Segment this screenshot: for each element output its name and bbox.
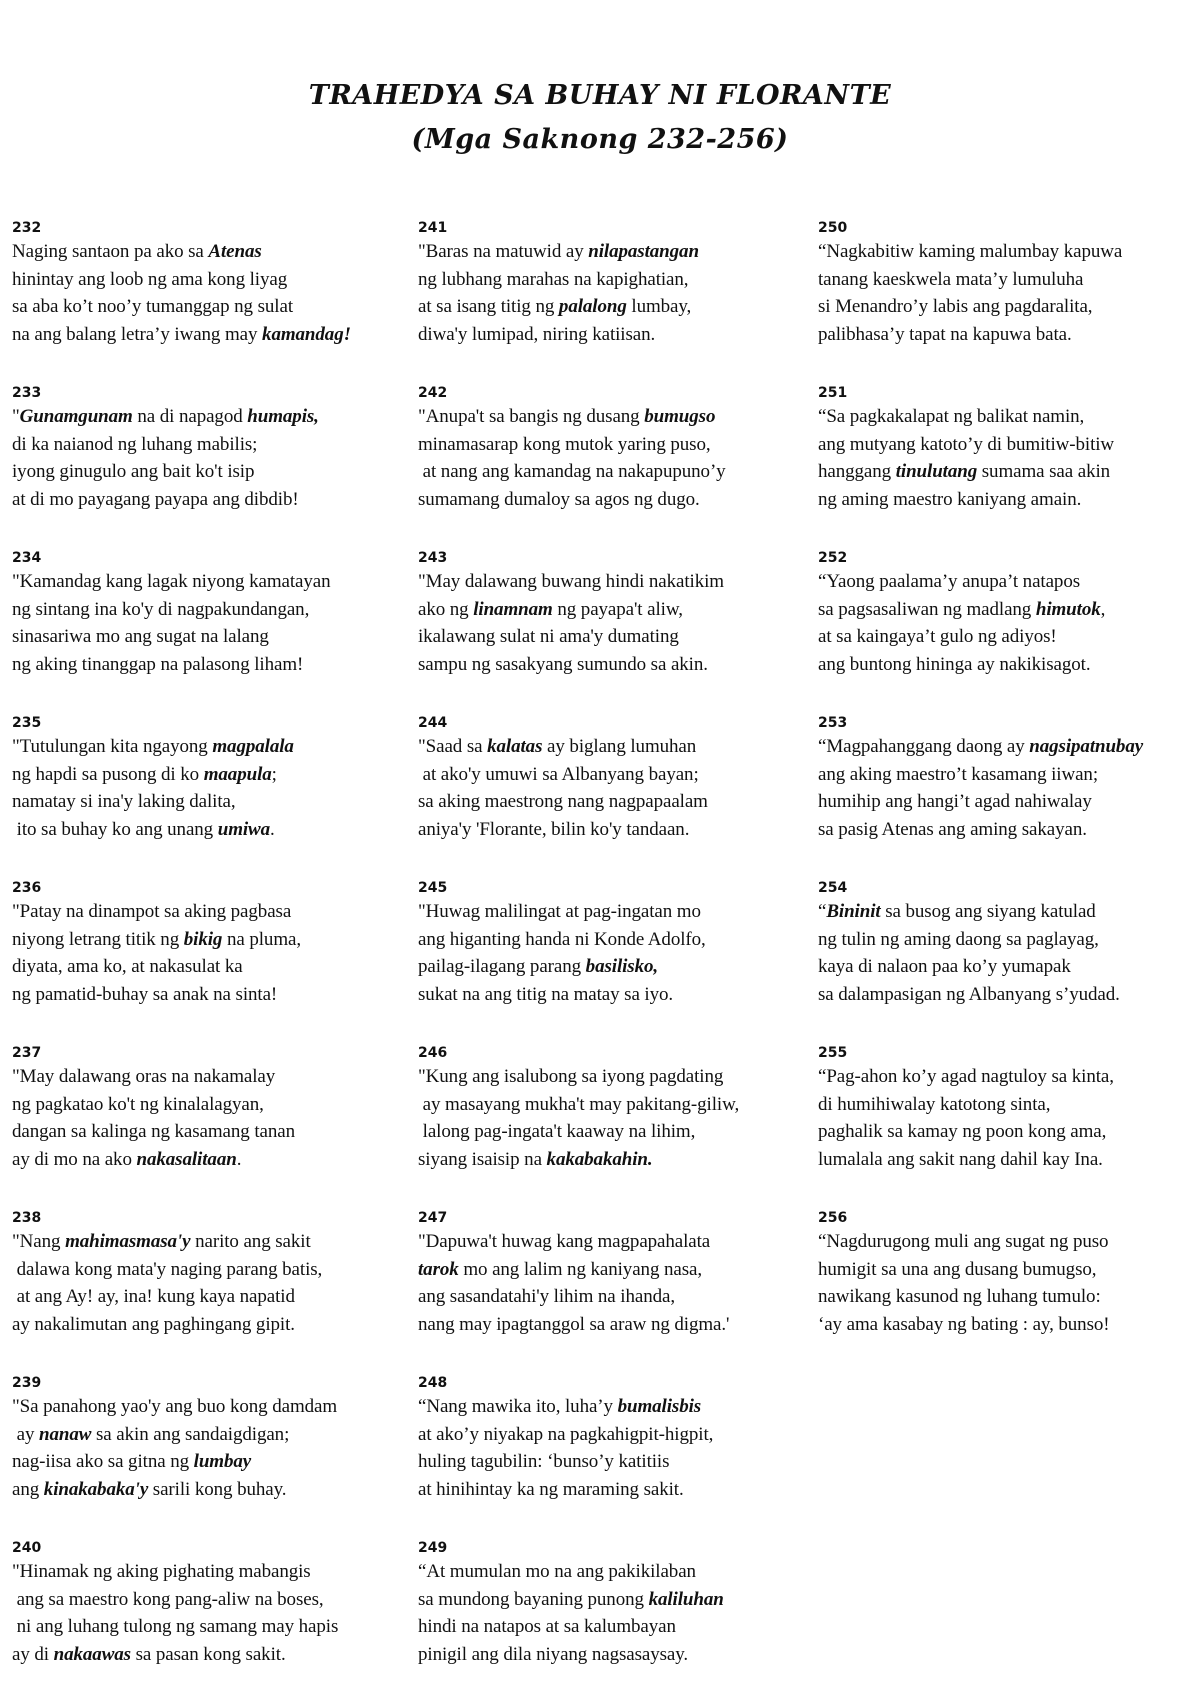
verse-line (12, 1558, 407, 1586)
verse-text: “Magpahanggang daong ay (818, 736, 1030, 757)
verse-line (818, 266, 1198, 294)
verse-line (418, 1311, 813, 1339)
emphasized-word: mahimasmasa'y (65, 1231, 191, 1252)
verse-text: “Nagdurugong muli ang sugat ng puso (818, 1231, 1109, 1252)
verse-line (418, 1393, 813, 1421)
verse-text: nawikang kasunod ng luhang tumulo: (818, 1286, 1101, 1307)
emphasized-word: lumbay (193, 1451, 252, 1472)
verse-line (818, 981, 1198, 1009)
stanza (818, 713, 1198, 878)
verse-line (12, 623, 407, 651)
verse-line (418, 568, 813, 596)
stanza (418, 383, 813, 548)
verse-text: lumbay, (626, 296, 692, 317)
verse-text: at nang ang kamandag na nakapupuno’y (418, 461, 726, 482)
emphasized-word: bikig (183, 928, 223, 950)
verse-line (818, 1283, 1198, 1311)
verse-line (418, 953, 813, 981)
stanza-number: 241 (418, 220, 448, 236)
verse-text: ng sintang ina ko'y di nagpakundangan, (12, 598, 310, 620)
verse-text: sinasariwa mo ang sugat na lalang (12, 626, 269, 647)
verse-line (12, 761, 407, 789)
stanza-number: 240 (12, 1540, 42, 1556)
verse-line (12, 486, 407, 514)
verse-line (818, 431, 1198, 459)
verse-line (818, 458, 1198, 486)
emphasized-word: bumugso (644, 406, 716, 427)
verse-text: nag-iisa ako sa gitna ng (12, 1451, 194, 1472)
verse-line (818, 1063, 1198, 1091)
verse-text: " (12, 406, 20, 427)
verse-line (418, 1586, 813, 1614)
stanza-number: 252 (818, 550, 848, 566)
verse-line (12, 1421, 407, 1449)
verse-line (12, 1476, 407, 1504)
stanza (818, 548, 1198, 713)
verse-line (418, 238, 813, 266)
verse-text: "May dalawang buwang hindi nakatikim (418, 571, 724, 592)
verse-text: “Sa pagkakalapat ng balikat namin, (818, 406, 1085, 427)
verse-text: dangan sa kalinga ng kasamang tanan (12, 1121, 295, 1142)
verse-text: ang aking maestro’t kasamang iiwan; (818, 763, 1099, 785)
verse-line (418, 898, 813, 926)
emphasized-word: magpalala (212, 736, 294, 757)
verse-line (818, 403, 1198, 431)
emphasized-word: Atenas (208, 241, 262, 262)
verse-text: sampu ng sasakyang sumundo sa akin. (418, 653, 708, 675)
emphasized-word: nagsipatnubay (1029, 736, 1144, 757)
verse-text: "Dapuwa't huwag kang magpapahalata (418, 1231, 711, 1252)
verse-text: ng aming maestro kaniyang amain. (818, 488, 1082, 510)
verse-text: “At mumulan mo na ang pakikilaban (418, 1561, 696, 1582)
stanza-number: 233 (12, 385, 42, 401)
verse-line (818, 486, 1198, 514)
emphasized-word: kaliluhan (648, 1588, 724, 1610)
verse-text: at ako’y niyakap na pagkahigpit-higpit, (418, 1423, 714, 1445)
verse-text: sa busog ang siyang katulad (880, 901, 1096, 922)
verse-line (12, 1283, 407, 1311)
verse-text: ang sa maestro kong pang-aliw na boses, (12, 1588, 324, 1610)
verse-text: ikalawang sulat ni ama'y dumating (418, 626, 679, 647)
stanza (12, 383, 407, 548)
verse-text: di humihiwalay katotong sinta, (818, 1093, 1051, 1115)
verse-text: at di mo payagang payapa ang dibdib! (12, 488, 299, 510)
verse-line (418, 1421, 813, 1449)
emphasized-word: Bininit (826, 901, 881, 922)
verse-line (418, 1118, 813, 1146)
verse-text: diyata, ama ko, at nakasulat ka (12, 956, 243, 977)
emphasized-word: tarok (418, 1258, 459, 1280)
verse-text: sa pagsasaliwan ng madlang (818, 598, 1036, 620)
verse-line (418, 623, 813, 651)
verse-line (12, 1063, 407, 1091)
stanza-number: 251 (818, 385, 848, 401)
verse-text: ng lubhang marahas na kapighatian, (418, 268, 689, 290)
verse-line (12, 1228, 407, 1256)
verse-line (418, 1228, 813, 1256)
verse-line (418, 1448, 813, 1476)
stanza (418, 713, 813, 878)
verse-line (12, 596, 407, 624)
verse-text: ang buntong hininga ay nakikisagot. (818, 653, 1091, 675)
verse-line (418, 596, 813, 624)
verse-text: ang sasandatahi'y lihim na ihanda, (418, 1286, 675, 1307)
verse-text: nang may ipagtanggol sa araw ng digma.' (418, 1313, 730, 1335)
stanza-number: 245 (418, 880, 448, 896)
verse-line (818, 568, 1198, 596)
verse-text: ay biglang lumuhan (542, 736, 697, 757)
verse-text: iyong ginugulo ang bait ko't isip (12, 461, 255, 482)
verse-text: sa pasan kong sakit. (130, 1643, 286, 1665)
verse-line (12, 788, 407, 816)
emphasized-word: tinulutang (895, 461, 978, 482)
stanza-number: 246 (418, 1045, 448, 1061)
verse-text: ni ang luhang tulong ng samang may hapis (12, 1616, 339, 1637)
verse-line (818, 1256, 1198, 1284)
stanza-number: 247 (418, 1210, 448, 1226)
emphasized-word: basilisko, (585, 956, 659, 977)
stanza-number: 234 (12, 550, 42, 566)
verse-line (12, 898, 407, 926)
stanza (818, 878, 1198, 1043)
verse-text: “Yaong paalama’y anupa’t natapos (818, 571, 1081, 592)
verse-text: at ako'y umuwi sa Albanyang bayan; (418, 763, 699, 785)
emphasized-word: kinakabaka'y (43, 1478, 149, 1500)
verse-text: dalawa kong mata'y naging parang batis, (12, 1258, 323, 1280)
verse-text: , (1100, 598, 1106, 620)
verse-text: "Nang (12, 1231, 66, 1252)
stanza-number: 248 (418, 1375, 448, 1391)
verse-line (818, 1146, 1198, 1174)
stanza-number: 249 (418, 1540, 448, 1556)
emphasized-word: maapula (203, 763, 272, 785)
verse-text: sarili kong buhay. (148, 1478, 287, 1500)
column-3 (818, 218, 1198, 1373)
stanza-number: 256 (818, 1210, 848, 1226)
verse-text: ang mutyang katoto’y di bumitiw-bitiw (818, 433, 1115, 455)
verse-line (12, 403, 407, 431)
verse-line (12, 981, 407, 1009)
emphasized-word: kalatas (487, 736, 543, 757)
verse-line (818, 788, 1198, 816)
stanza (12, 1208, 407, 1373)
verse-line (418, 1476, 813, 1504)
stanza (818, 1043, 1198, 1208)
emphasized-word: nakaawas (53, 1643, 131, 1665)
verse-line (418, 458, 813, 486)
verse-text: "Kung ang isalubong sa iyong pagdating (418, 1066, 724, 1087)
stanza-number: 250 (818, 220, 848, 236)
stanza (818, 218, 1198, 383)
verse-text: sa aba ko’t noo’y tumanggap ng sulat (12, 296, 293, 317)
verse-line (12, 321, 407, 349)
verse-text: ay masayang mukha't may pakitang-giliw, (418, 1093, 740, 1115)
verse-text: “Nang mawika ito, luha’y (418, 1396, 618, 1417)
verse-line (418, 321, 813, 349)
verse-text: ay nakalimutan ang paghingang gipit. (12, 1313, 295, 1335)
verse-line (12, 1311, 407, 1339)
verse-text: huling tagubilin: ‘bunso’y katitiis (418, 1451, 670, 1472)
verse-text: humigit sa una ang dusang bumugso, (818, 1258, 1097, 1280)
verse-text: siyang isaisip na (418, 1148, 547, 1170)
verse-line (12, 1613, 407, 1641)
verse-text: lumalala ang sakit nang dahil kay Ina. (818, 1148, 1103, 1170)
verse-line (12, 1091, 407, 1119)
stanza-number: 239 (12, 1375, 42, 1391)
verse-text: paghalik sa kamay ng poon kong ama, (818, 1121, 1107, 1142)
verse-line (12, 953, 407, 981)
verse-text: namatay si ina'y laking dalita, (12, 791, 236, 812)
verse-line (12, 1146, 407, 1174)
verse-line (418, 733, 813, 761)
verse-line (12, 431, 407, 459)
verse-text: di ka naianod ng luhang mabilis; (12, 433, 258, 455)
verse-text: ay di (12, 1643, 54, 1665)
verse-line (418, 431, 813, 459)
verse-line (12, 816, 407, 844)
verse-line (818, 321, 1198, 349)
emphasized-word: himutok (1035, 598, 1101, 620)
verse-line (418, 761, 813, 789)
verse-text: sa akin ang sandaigdigan; (91, 1423, 290, 1445)
verse-text: ng tulin ng aming daong sa paglayag, (818, 928, 1099, 950)
verse-line (12, 458, 407, 486)
stanza (818, 1208, 1198, 1373)
emphasized-word: nakasalitaan (136, 1148, 237, 1170)
stanza (418, 1043, 813, 1208)
verse-text: “Pag-ahon ko’y agad nagtuloy sa kinta, (818, 1066, 1114, 1087)
verse-text: hanggang (818, 461, 896, 482)
verse-line (12, 733, 407, 761)
verse-text: humihip ang hangi’t agad nahiwalay (818, 791, 1092, 812)
verse-text: ng hapdi sa pusong di ko (12, 763, 204, 785)
verse-text: at ang Ay! ay, ina! kung kaya napatid (12, 1286, 295, 1307)
stanza (12, 878, 407, 1043)
verse-text: ng pamatid-buhay sa anak na sinta! (12, 983, 278, 1005)
verse-line (12, 568, 407, 596)
emphasized-word: kakabakahin. (546, 1148, 653, 1170)
verse-text: sumamang dumaloy sa agos ng dugo. (418, 488, 700, 510)
verse-line (818, 926, 1198, 954)
verse-text: ay (12, 1423, 40, 1445)
verse-line (418, 403, 813, 431)
verse-line (12, 1641, 407, 1669)
verse-text: ay di mo na ako (12, 1148, 137, 1170)
verse-line (418, 1641, 813, 1669)
stanza (418, 1373, 813, 1538)
emphasized-word: humapis, (247, 406, 319, 427)
emphasized-word: Gunamgunam (19, 406, 133, 427)
emphasized-word: umiwa (217, 818, 271, 840)
verse-line (12, 1393, 407, 1421)
verse-text: "Baras na matuwid ay (418, 241, 589, 262)
stanza-number: 253 (818, 715, 848, 731)
verse-text: pinigil ang dila niyang nagsasaysay. (418, 1643, 689, 1665)
verse-text: “Nagkabitiw kaming malumbay kapuwa (818, 241, 1123, 262)
verse-text: Naging santaon pa ako sa (12, 241, 209, 262)
page-subtitle: (Mga Saknong 232-256) (411, 124, 789, 155)
verse-line (418, 1613, 813, 1641)
verse-text: minamasarap kong mutok yaring puso, (418, 433, 711, 455)
stanza-number: 235 (12, 715, 42, 731)
verse-line (418, 1256, 813, 1284)
verse-line (818, 733, 1198, 761)
verse-text: "Hinamak ng aking pighating mabangis (12, 1561, 311, 1582)
verse-line (818, 816, 1198, 844)
verse-text: ‘ay ama kasabay ng bating : ay, bunso! (818, 1313, 1110, 1335)
verse-text: at sa isang titig ng (418, 296, 559, 317)
verse-line (12, 1586, 407, 1614)
page-title: TRAHEDYA SA BUHAY NI FLORANTE (308, 80, 892, 111)
stanza-number: 232 (12, 220, 42, 236)
stanza (418, 878, 813, 1043)
verse-line (12, 1256, 407, 1284)
verse-text: ito sa buhay ko ang unang (12, 818, 218, 840)
verse-text: pailag-ilagang parang (418, 956, 586, 977)
verse-line (818, 898, 1198, 926)
stanza (12, 1538, 407, 1703)
verse-text: "Saad sa (418, 736, 488, 757)
stanza (418, 1538, 813, 1703)
verse-line (12, 266, 407, 294)
stanza-number: 237 (12, 1045, 42, 1061)
verse-text: na di napagod (132, 406, 248, 427)
verse-text: sa pasig Atenas ang aming sakayan. (818, 818, 1087, 840)
verse-line (818, 596, 1198, 624)
verse-text: "Huwag malilingat at pag-ingatan mo (418, 901, 701, 922)
verse-line (418, 981, 813, 1009)
stanza (12, 218, 407, 383)
verse-line (818, 238, 1198, 266)
stanza-number: 242 (418, 385, 448, 401)
stanza-number: 238 (12, 1210, 42, 1226)
verse-line (818, 1118, 1198, 1146)
verse-text: niyong letrang titik ng (12, 928, 184, 950)
verse-text: "Patay na dinampot sa aking pagbasa (12, 901, 292, 922)
verse-line (818, 953, 1198, 981)
verse-text: "Tutulungan kita ngayong (12, 736, 213, 757)
emphasized-word: kamandag! (262, 323, 351, 345)
verse-line (418, 1091, 813, 1119)
verse-text: ang higanting handa ni Konde Adolfo, (418, 928, 706, 950)
emphasized-word: bumalisbis (617, 1396, 702, 1417)
verse-text: sa dalampasigan ng Albanyang s’yudad. (818, 983, 1120, 1005)
verse-line (418, 1283, 813, 1311)
verse-line (418, 266, 813, 294)
stanza (12, 1043, 407, 1208)
verse-line (12, 651, 407, 679)
verse-text: tanang kaeskwela mata’y lumuluha (818, 268, 1084, 290)
stanza-number: 255 (818, 1045, 848, 1061)
stanza (12, 1373, 407, 1538)
verse-text: narito ang sakit (190, 1231, 311, 1252)
verse-line (818, 1091, 1198, 1119)
stanza (418, 218, 813, 383)
verse-text: ako ng (418, 598, 474, 620)
verse-line (418, 1558, 813, 1586)
verse-text: palibhasa’y tapat na kapuwa bata. (818, 323, 1072, 345)
verse-line (418, 816, 813, 844)
emphasized-word: nilapastangan (588, 241, 699, 262)
verse-line (818, 623, 1198, 651)
verse-text: ng pagkatao ko't ng kinalalagyan, (12, 1093, 264, 1115)
verse-line (418, 293, 813, 321)
stanza (418, 1208, 813, 1373)
verse-line (418, 1146, 813, 1174)
verse-line (818, 761, 1198, 789)
verse-line (418, 651, 813, 679)
verse-text: ang (12, 1478, 44, 1500)
verse-text: ng aking tinanggap na palasong liham! (12, 653, 304, 675)
verse-text: . (270, 818, 275, 840)
emphasized-word: palalong (558, 296, 627, 317)
verse-line (418, 788, 813, 816)
verse-text: "Anupa't sa bangis ng dusang (418, 406, 645, 427)
verse-text: at sa kaingaya’t gulo ng adiyos! (818, 626, 1057, 647)
verse-text: sukat na ang titig na matay sa iyo. (418, 983, 674, 1005)
verse-line (12, 926, 407, 954)
verse-text: ; (271, 763, 277, 785)
verse-line (818, 293, 1198, 321)
verse-text: kaya di nalaon paa ko’y yumapak (818, 956, 1071, 977)
stanza-number: 243 (418, 550, 448, 566)
verse-text: "May dalawang oras na nakamalay (12, 1066, 276, 1087)
verse-line (818, 1228, 1198, 1256)
verse-line (418, 926, 813, 954)
verse-text: "Kamandag kang lagak niyong kamatayan (12, 571, 331, 592)
verse-text: mo ang lalim ng kaniyang nasa, (458, 1258, 703, 1280)
verse-text: “ (818, 901, 827, 922)
emphasized-word: linamnam (473, 598, 553, 620)
verse-text: na pluma, (222, 928, 301, 950)
stanza (418, 548, 813, 713)
verse-text: diwa'y lumipad, niring katiisan. (418, 323, 656, 345)
verse-text: aniya'y 'Florante, bilin ko'y tandaan. (418, 818, 690, 840)
stanza-number: 254 (818, 880, 848, 896)
verse-line (12, 238, 407, 266)
verse-text: sa mundong bayaning punong (418, 1588, 649, 1610)
verse-text: na ang balang letra’y iwang may (12, 323, 263, 345)
stanza-number: 236 (12, 880, 42, 896)
verse-text: . (236, 1148, 242, 1170)
verse-text: lalong pag-ingata't kaaway na lihim, (418, 1121, 696, 1142)
stanza (818, 383, 1198, 548)
column-2 (418, 218, 813, 1703)
stanza-number: 244 (418, 715, 448, 731)
verse-text: "Sa panahong yao'y ang buo kong damdam (12, 1396, 338, 1417)
stanza (12, 548, 407, 713)
verse-line (818, 651, 1198, 679)
verse-text: sumama saa akin (977, 461, 1111, 482)
verse-line (12, 293, 407, 321)
verse-text: sa aking maestrong nang nagpapaalam (418, 791, 708, 812)
verse-text: si Menandro’y labis ang pagdaralita, (818, 296, 1093, 317)
verse-text: hinintay ang loob ng ama kong liyag (12, 268, 288, 290)
verse-line (12, 1448, 407, 1476)
stanza (12, 713, 407, 878)
emphasized-word: nanaw (39, 1423, 92, 1445)
verse-text: at hinihintay ka ng maraming sakit. (418, 1478, 684, 1500)
column-1 (12, 218, 407, 1703)
verse-line (12, 1118, 407, 1146)
verse-line (418, 486, 813, 514)
verse-line (418, 1063, 813, 1091)
verse-text: ng payapa't aliw, (552, 598, 683, 620)
verse-text: hindi na natapos at sa kalumbayan (418, 1616, 676, 1637)
verse-line (818, 1311, 1198, 1339)
